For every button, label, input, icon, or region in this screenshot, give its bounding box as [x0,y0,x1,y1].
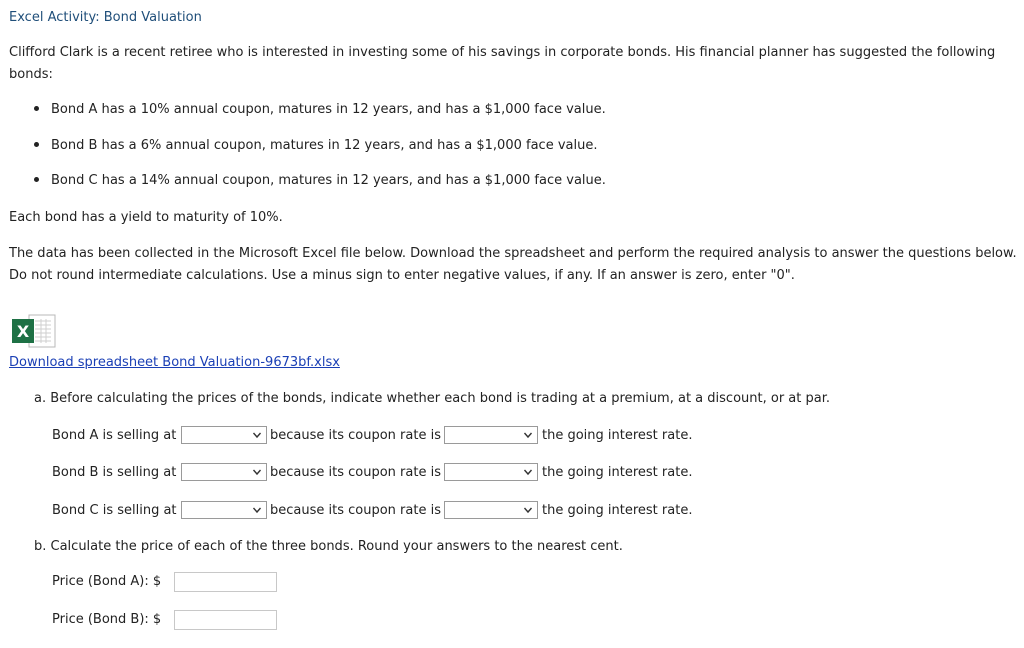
list-item [34,173,606,188]
bond-a-selling-dropdown[interactable] [181,426,267,444]
bond-b-middle: because its coupon rate is [270,465,441,480]
chevron-down-icon [523,430,533,440]
bond-b-selling-dropdown[interactable] [181,463,267,481]
bond-b-row [52,463,752,483]
part-b-question: b. Calculate the price of each of the three bonds. Round your answers to the nearest cent. [34,539,623,554]
bond-b-prefix: Bond B is selling at [52,465,177,480]
chevron-down-icon [252,430,262,440]
price-bond-a-input[interactable] [174,572,277,592]
bond-c-description: Bond C has a 14% annual coupon, matures in 12 years, and has a $1,000 face value. [51,173,606,188]
bond-c-prefix: Bond C is selling at [52,503,177,518]
page-title: Excel Activity: Bond Valuation [9,10,202,25]
chevron-down-icon [252,467,262,477]
price-bond-b-input[interactable] [174,610,277,630]
bond-c-suffix: the going interest rate. [542,503,693,518]
price-bond-b-label: Price (Bond B): $ [52,612,162,627]
intro-paragraph: Clifford Clark is a recent retiree who is interested in investing some of his savings in corporate bonds. His financial planner has suggested the following bonds: [9,45,996,82]
price-bond-a-label: Price (Bond A): $ [52,574,162,589]
download-spreadsheet-link[interactable]: Download spreadsheet Bond Valuation-9673bf.xlsx [9,355,340,370]
instructions-paragraph: The data has been collected in the Microsoft Excel file below. Download the spreadsheet and perform the required analysis to answer the questions below. Do not round intermediate calculations. Use a minus sign to enter negative values, if any. If an answer is zero, enter "0". [9,246,1017,283]
bond-a-middle: because its coupon rate is [270,428,441,443]
bullet-icon [34,177,39,182]
bond-b-suffix: the going interest rate. [542,465,693,480]
bond-b-description: Bond B has a 6% annual coupon, matures in 12 years, and has a $1,000 face value. [51,138,598,153]
list-item [34,102,606,117]
bond-a-coupon-dropdown[interactable] [444,426,538,444]
bond-c-middle: because its coupon rate is [270,503,441,518]
chevron-down-icon [252,505,262,515]
excel-icon-letter: X [16,322,30,341]
bond-a-description: Bond A has a 10% annual coupon, matures in 12 years, and has a $1,000 face value. [51,102,606,117]
ytm-text: Each bond has a yield to maturity of 10%. [9,210,283,225]
chevron-down-icon [523,467,533,477]
chevron-down-icon [523,505,533,515]
bond-c-selling-dropdown[interactable] [181,501,267,519]
bond-a-row [52,426,752,446]
price-bond-b-row [52,610,282,630]
bond-a-suffix: the going interest rate. [542,428,693,443]
part-a-question: a. Before calculating the prices of the bonds, indicate whether each bond is trading at a premium, at a discount, or at par. [34,391,830,406]
bullet-icon [34,142,39,147]
bullet-icon [34,106,39,111]
list-item [34,138,597,153]
price-bond-a-row [52,572,282,592]
excel-file-icon[interactable] [11,313,57,349]
bond-c-coupon-dropdown[interactable] [444,501,538,519]
bond-a-prefix: Bond A is selling at [52,428,177,443]
bond-b-coupon-dropdown[interactable] [444,463,538,481]
bond-c-row [52,501,752,521]
